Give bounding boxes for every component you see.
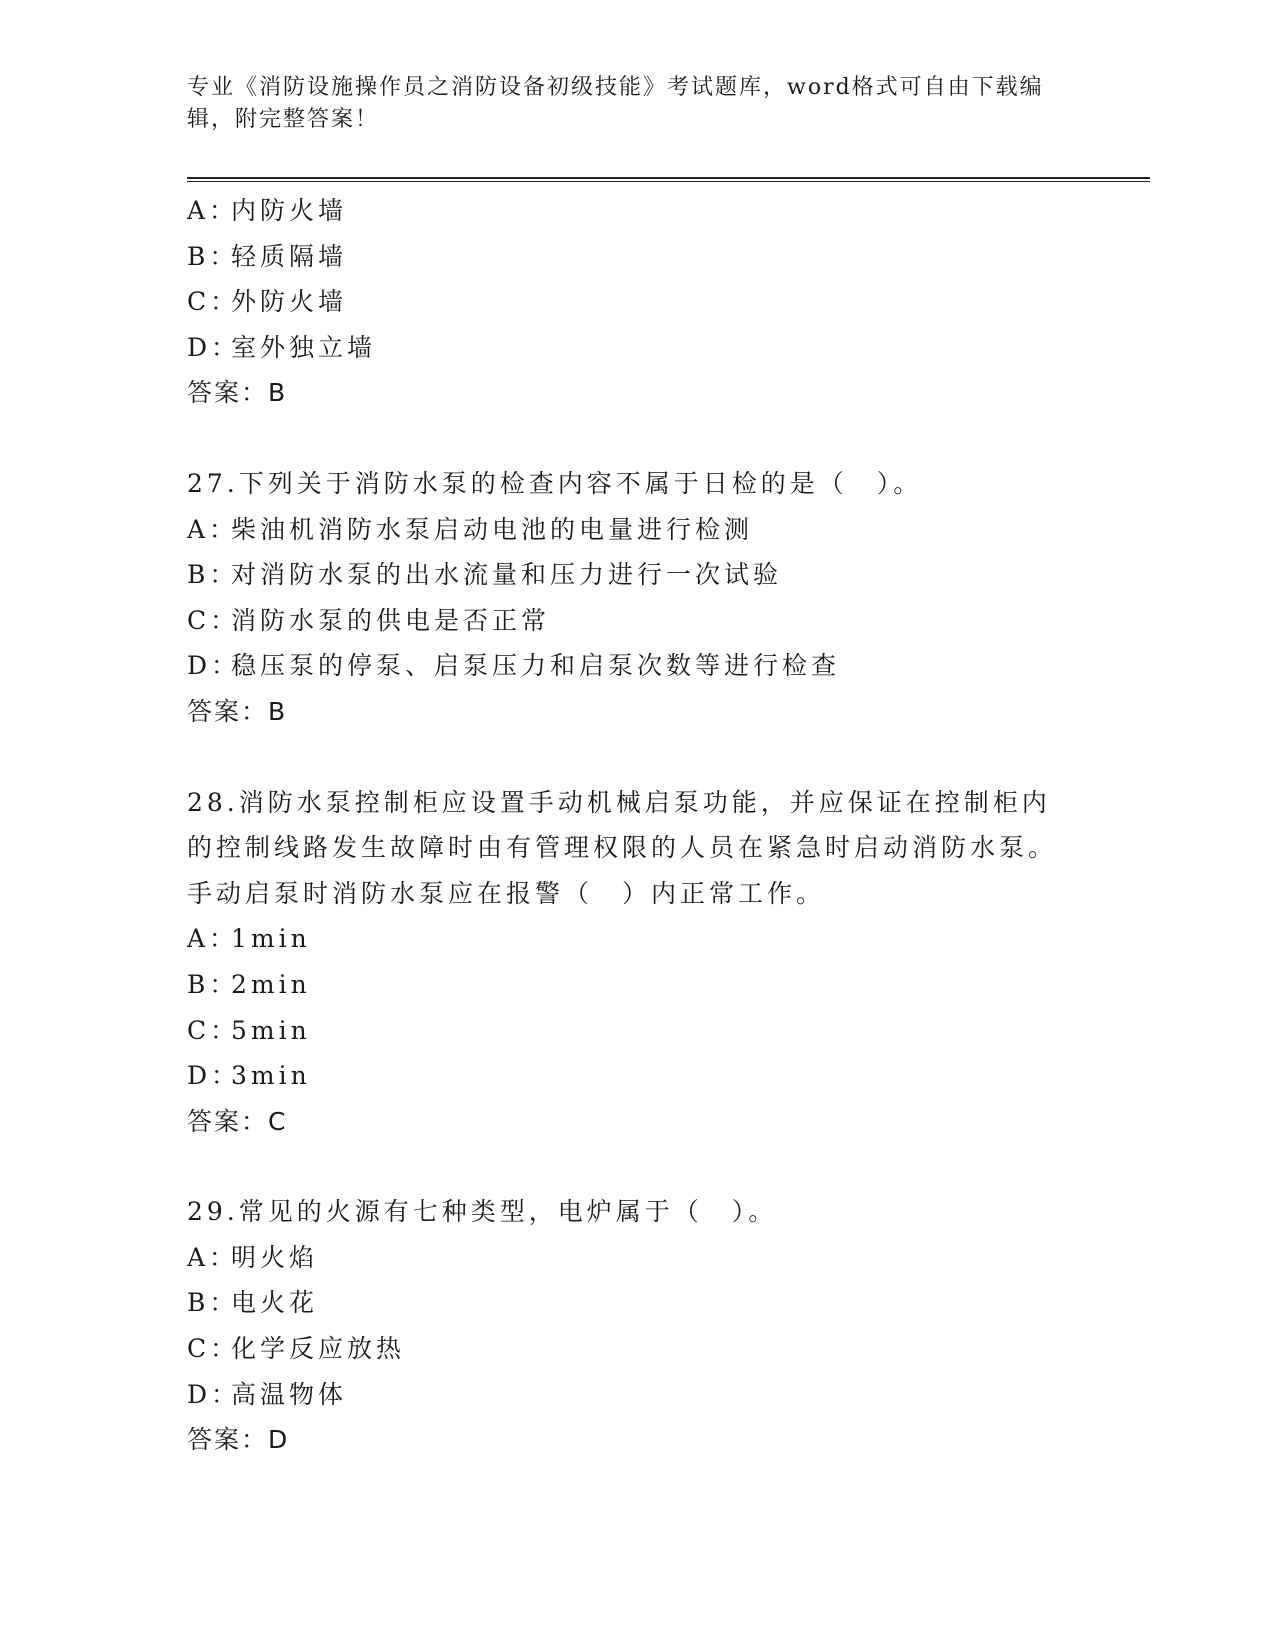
option-prefix: B： xyxy=(187,241,239,271)
option-prefix: D： xyxy=(187,651,241,681)
option-text: 柴油机消防水泵启动电池的电量进行检测 xyxy=(231,514,754,544)
option-text: 2min xyxy=(231,969,311,999)
option-d xyxy=(187,1372,1107,1418)
option-prefix: D： xyxy=(187,1061,241,1091)
option-prefix: A： xyxy=(187,514,239,544)
answer-line: 答案：B xyxy=(187,378,288,408)
option-text: 3min xyxy=(231,1061,311,1091)
option-d xyxy=(187,643,1107,689)
option-text: 外防火墙 xyxy=(231,287,348,317)
option-d xyxy=(187,325,1107,371)
option-prefix: C： xyxy=(187,1015,240,1045)
option-c xyxy=(187,1008,1107,1054)
option-text: 5min xyxy=(231,1015,311,1045)
option-prefix: B： xyxy=(187,969,239,999)
option-prefix: D： xyxy=(187,332,241,362)
spacer xyxy=(187,416,1107,461)
option-prefix: A： xyxy=(187,924,239,954)
question-27 xyxy=(187,461,1107,735)
option-prefix: C： xyxy=(187,287,240,317)
option-d xyxy=(187,1053,1107,1099)
option-a xyxy=(187,916,1107,962)
question-list xyxy=(187,188,1107,1463)
option-text: 室外独立墙 xyxy=(231,332,377,362)
option-b xyxy=(187,234,1107,280)
option-text: 对消防水泵的出水流量和压力进行一次试验 xyxy=(231,560,783,590)
option-c xyxy=(187,1326,1107,1372)
header-divider xyxy=(187,177,1150,182)
option-text: 化学反应放热 xyxy=(231,1334,406,1364)
question-text: 27.下列关于消防水泵的检查内容不属于日检的是（ ）。 xyxy=(187,468,923,498)
option-text: 消防水泵的供电是否正常 xyxy=(231,605,551,635)
option-prefix: A： xyxy=(187,196,239,225)
option-text: 电火花 xyxy=(231,1288,319,1318)
question-28 xyxy=(187,780,1107,1145)
option-a xyxy=(187,1235,1107,1281)
option-a xyxy=(187,188,1107,234)
answer-line: 答案：B xyxy=(187,696,288,726)
option-c xyxy=(187,279,1107,325)
option-text: 高温物体 xyxy=(231,1379,348,1409)
spacer xyxy=(187,1144,1107,1189)
option-prefix: C： xyxy=(187,1334,240,1364)
option-b xyxy=(187,1280,1107,1326)
page-header: 专业《消防设施操作员之消防设备初级技能》考试题库，word格式可自由下载编辑，附完整答案！ xyxy=(187,75,1044,132)
option-prefix: A： xyxy=(187,1242,239,1272)
option-text: 稳压泵的停泵、启泵压力和启泵次数等进行检查 xyxy=(231,651,841,681)
option-text: 明火焰 xyxy=(231,1242,319,1272)
answer-line: 答案：D xyxy=(187,1425,290,1455)
option-text: 轻质隔墙 xyxy=(231,241,348,271)
option-prefix: D： xyxy=(187,1379,241,1409)
answer-line: 答案：C xyxy=(187,1106,288,1136)
option-prefix: B： xyxy=(187,560,239,590)
question-29 xyxy=(187,1189,1107,1463)
question-text: 29.常见的火源有七种类型，电炉属于（ ）。 xyxy=(187,1197,778,1227)
option-prefix: B： xyxy=(187,1288,239,1318)
option-a xyxy=(187,507,1107,553)
spacer xyxy=(187,735,1107,780)
option-b xyxy=(187,552,1107,598)
option-text: 内防火墙 xyxy=(231,196,348,225)
option-text: 1min xyxy=(231,924,311,954)
option-c xyxy=(187,598,1107,644)
continued-question xyxy=(187,188,1107,416)
option-prefix: C： xyxy=(187,605,240,635)
question-text: 28.消防水泵控制柜应设置手动机械启泵功能，并应保证在控制柜内的控制线路发生故障时由有管理权限的人员在紧急时启动消防水泵。手动启泵时消防水泵应在报警（ ）内正常工作。 xyxy=(187,787,1058,908)
option-b xyxy=(187,962,1107,1008)
